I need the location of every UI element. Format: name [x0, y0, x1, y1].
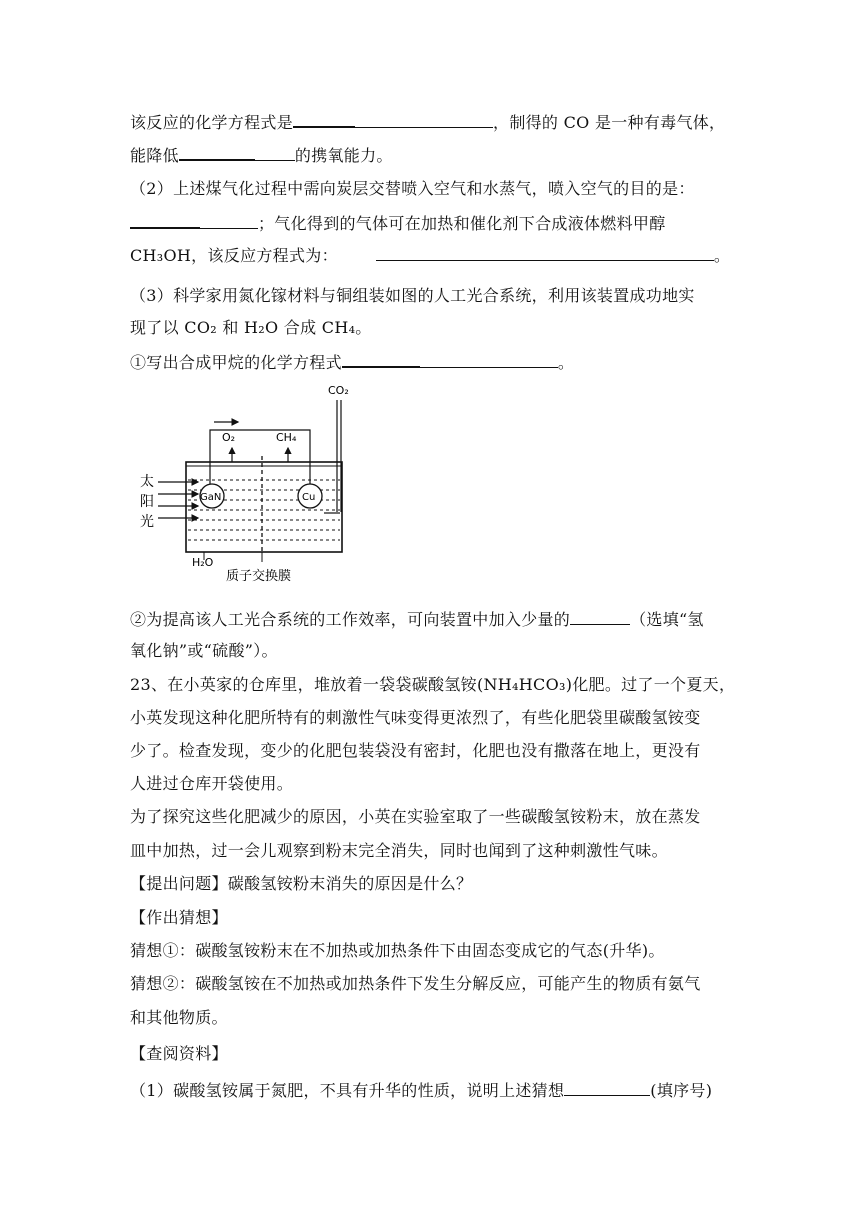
answer-blank[interactable] — [355, 111, 493, 128]
text: ；气化得到的气体可在加热和催化剂下合成液体燃料甲醇 — [258, 214, 666, 233]
text: (填序号) — [650, 1081, 713, 1100]
text: 猜想②：碳酸氢铵在不加热或加热条件下发生分解反应，可能产生的物质有氨气 — [130, 974, 701, 993]
text: 。 — [713, 246, 731, 265]
text: （2）上述煤气化过程中需向炭层交替喷入空气和水蒸气，喷入空气的目的是： — [130, 179, 695, 198]
sun-label-3: 光 — [140, 514, 154, 530]
artificial-photosynthesis-diagram — [130, 380, 360, 590]
h2o-label: H₂O — [192, 556, 214, 569]
gan-label: GaN — [200, 492, 222, 503]
text: （1）碳酸氢铵属于氮肥，不具有升华的性质，说明上述猜想 — [130, 1081, 565, 1100]
answer-blank[interactable] — [376, 244, 714, 261]
answer-blank[interactable] — [342, 350, 420, 368]
text: 该反应的化学方程式是 — [130, 113, 294, 132]
answer-blank[interactable] — [255, 144, 295, 161]
answer-blank[interactable] — [130, 211, 200, 229]
text-line — [130, 973, 701, 995]
text-line — [130, 285, 695, 307]
text-line — [130, 143, 393, 167]
text: 【提出问题】碳酸氢铵粉末消失的原因是什么？ — [130, 874, 473, 893]
text: 小英发现这种化肥所特有的刺激性气味变得更浓烈了，有些化肥袋里碳酸氢铵变 — [130, 708, 701, 727]
text-line — [130, 740, 701, 762]
section-heading — [130, 907, 228, 929]
text-line — [130, 211, 666, 235]
answer-blank[interactable] — [570, 608, 630, 625]
text: 猜想①：碳酸氢铵粉末在不加热或加热条件下由固态变成它的气态(升华)。 — [130, 941, 665, 960]
o2-label: O₂ — [222, 431, 236, 444]
text-line — [130, 110, 725, 134]
membrane-label: 质子交换膜 — [226, 569, 292, 584]
text-line — [130, 773, 293, 795]
cu-label: Cu — [302, 492, 316, 503]
text-line — [130, 806, 701, 828]
answer-blank[interactable] — [179, 143, 255, 161]
text: 为了探究这些化肥减少的原因，小英在实验室取了一些碳酸氢铵粉末，放在蒸发 — [130, 807, 701, 826]
answer-blank[interactable] — [564, 1079, 650, 1096]
text-line — [130, 940, 665, 962]
sun-label-1: 太 — [140, 474, 154, 490]
text: 的携氧能力。 — [294, 146, 393, 165]
question-23 — [130, 674, 735, 696]
text: 和其他物质。 — [130, 1008, 228, 1027]
text: 。 — [557, 353, 575, 372]
text: ②为提高该人工光合系统的工作效率，可向装置中加入少量的 — [130, 610, 571, 629]
text: 能降低 — [130, 146, 179, 165]
text: 【作出猜想】 — [130, 908, 228, 927]
text-line — [130, 640, 278, 662]
text: 少了。检查发现，变少的化肥包装袋没有密封，化肥也没有撒落在地上，更没有 — [130, 741, 701, 760]
text: ，制得的 CO 是一种有毒气体， — [493, 113, 726, 132]
answer-blank[interactable] — [293, 110, 355, 128]
text: ①写出合成甲烷的化学方程式 — [130, 353, 342, 372]
text: CH₃OH，该反应方程式为： — [130, 246, 338, 265]
text-line — [130, 1007, 228, 1029]
ch4-label: CH₄ — [276, 431, 297, 444]
answer-blank[interactable] — [200, 212, 258, 229]
text-line — [130, 317, 372, 339]
text-line — [130, 244, 730, 267]
text-line — [130, 707, 701, 729]
text-line — [130, 350, 574, 374]
text-line — [130, 1079, 712, 1102]
text-line — [130, 178, 695, 200]
section-heading — [130, 1043, 228, 1065]
text: 人进过仓库开袋使用。 — [130, 774, 294, 793]
text: 23、在小英家的仓库里，堆放着一袋袋碳酸氢铵(NH₄HCO₃)化肥。过了一个夏天， — [130, 675, 736, 694]
text: （3）科学家用氮化镓材料与铜组装如图的人工光合系统，利用该装置成功地实 — [130, 286, 695, 305]
text: 现了以 CO₂ 和 H₂O 合成 CH₄。 — [130, 318, 372, 337]
text: 皿中加热，过一会儿观察到粉末完全消失，同时也闻到了这种刺激性气味。 — [130, 841, 668, 860]
text-line — [130, 608, 704, 631]
text: 【查阅资料】 — [130, 1044, 228, 1063]
co2-label: CO₂ — [328, 384, 349, 397]
answer-blank[interactable] — [420, 351, 558, 368]
text: 氧化钠”或“硫酸”）。 — [130, 641, 278, 660]
sun-label-2: 阳 — [140, 494, 154, 510]
text: （选填“氢 — [630, 610, 704, 629]
text-line — [130, 840, 668, 862]
section-heading — [130, 873, 472, 895]
